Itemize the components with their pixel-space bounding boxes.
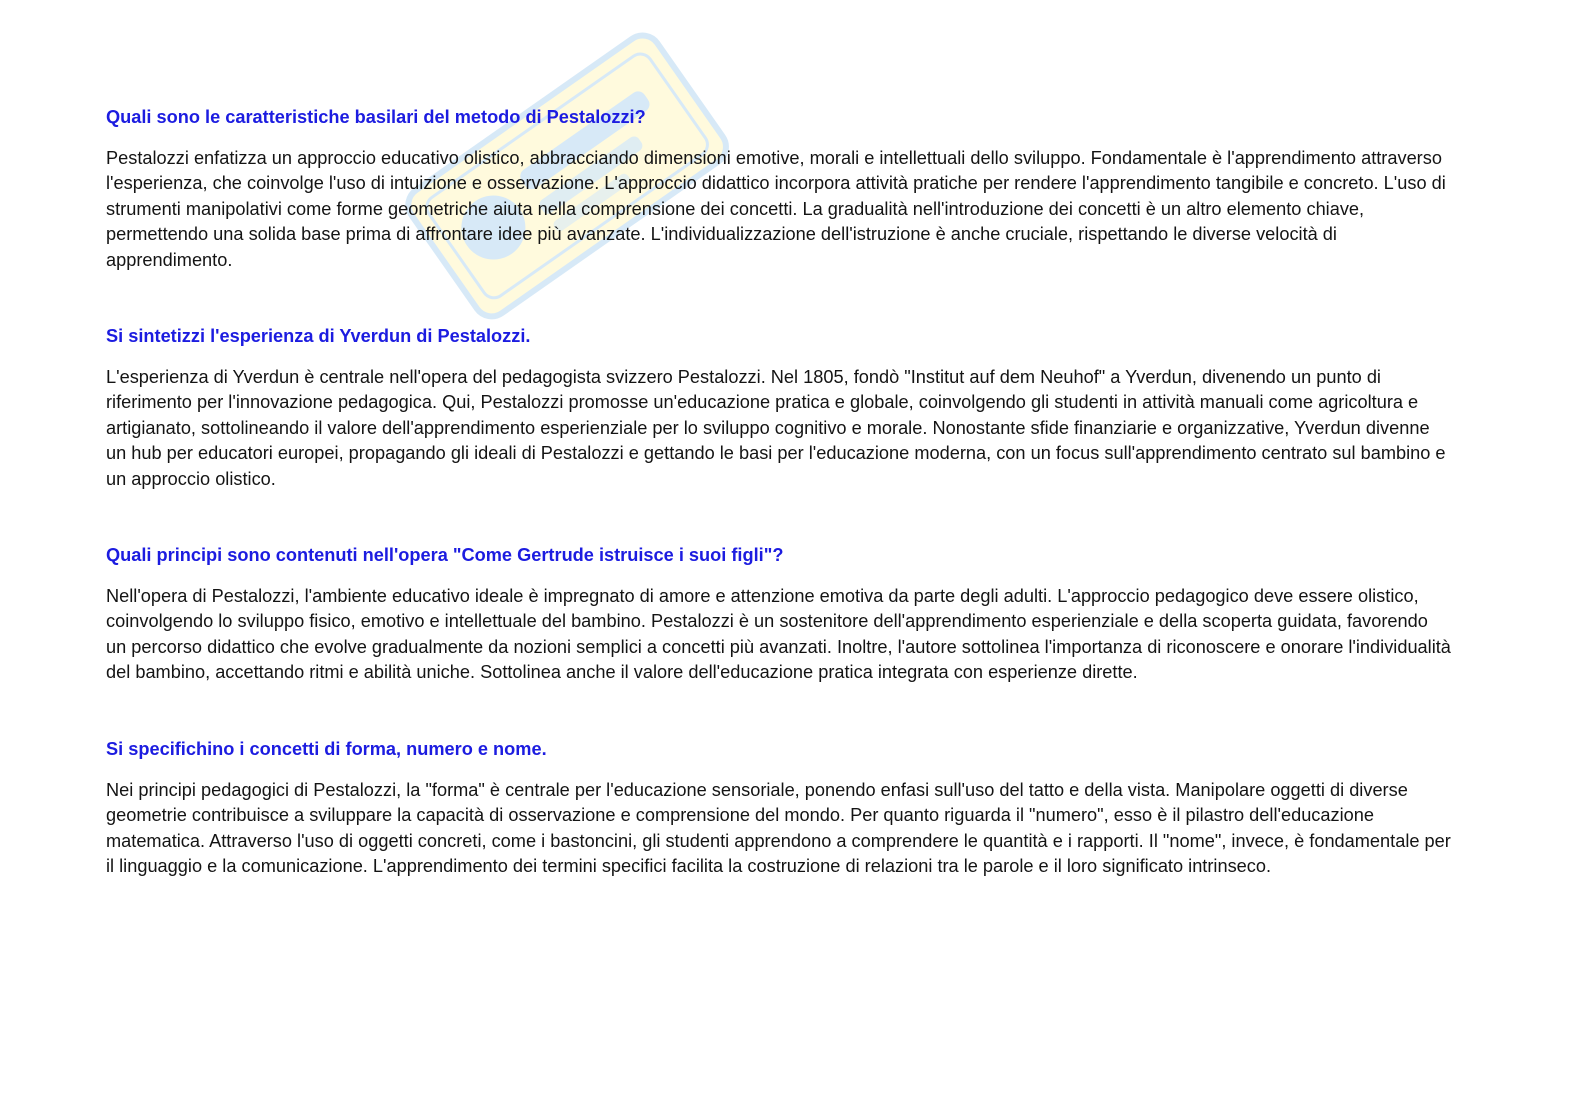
question-heading: Quali principi sono contenuti nell'opera "Come Gertrude istruisce i suoi figli"? <box>106 545 784 566</box>
document-page <box>106 106 1451 931</box>
question-heading: Quali sono le caratteristiche basilari del metodo di Pestalozzi? <box>106 107 646 127</box>
answer-paragraph: Nell'opera di Pestalozzi, l'ambiente educativo ideale è impregnato di amore e attenzione emotiva da parte degli adulti. L'approccio pedagogico deve essere olistico, coinvolgendo lo sviluppo fisico, emotivo e intellettuale del bambino. Pestalozzi è un sostenitore dell'apprendimento esperienziale e della scoperta guidata, favorendo un percorso didattico che evolve gradualmente da nozioni semplici a concetti più avanzati. Inoltre, l'autore sottolinea l'importanza di riconoscere e onorare l'individualità del bambino, accettando ritmi e abilità uniche. Sottolinea anche il valore dell'educazione pratica integrata con esperienze dirette. <box>106 586 1451 683</box>
answer-paragraph: Pestalozzi enfatizza un approccio educativo olistico, abbracciando dimensioni emotive, morali e intellettuali dello sviluppo. Fondamentale è l'apprendimento attraverso l'esperienza, che coinvolge l'uso di intuizione e osservazione. L'approccio didattico incorpora attività pratiche per rendere l'apprendimento tangibile e concreto. L'uso di strumenti manipolativi come forme geometriche aiuta nella comprensione dei concetti. La gradualità nell'introduzione dei concetti è un altro elemento chiave, permettendo una solida base prima di affrontare idee più avanzate. L'individualizzazione dell'istruzione è anche cruciale, rispettando le diverse velocità di apprendimento. <box>106 148 1446 270</box>
question-heading: Si sintetizzi l'esperienza di Yverdun di Pestalozzi. <box>106 326 531 347</box>
question-heading: Si specifichino i concetti di forma, numero e nome. <box>106 738 547 759</box>
answer-paragraph: L'esperienza di Yverdun è centrale nell'opera del pedagogista svizzero Pestalozzi. Nel 1805, fondò "Institut auf dem Neuhof" a Yverdun, divenendo un punto di riferimento per l'innovazione pedagogica. Qui, Pestalozzi promosse un'educazione pratica e globale, coinvolgendo gli studenti in attività manuali come agricoltura e artigianato, sottolineando il valore dell'apprendimento esperienziale per lo sviluppo cognitivo e morale. Nonostante sfide finanziarie e organizzative, Yverdun divenne un hub per educatori europei, propagando gli ideali di Pestalozzi e gettando le basi per l'educazione moderna, con un focus sull'apprendimento centrato sul bambino e un approccio olistico. <box>106 367 1446 489</box>
qa-section <box>106 106 1451 273</box>
qa-section <box>106 738 1451 880</box>
qa-section <box>106 325 1451 492</box>
answer-paragraph: Nei principi pedagogici di Pestalozzi, la "forma" è centrale per l'educazione sensoriale, ponendo enfasi sull'uso del tatto e della vista. Manipolare oggetti di diverse geometrie contribuisce a sviluppare la capacità di osservazione e comprensione del mondo. Per quanto riguarda il "numero", esso è il pilastro dell'educazione matematica. Attraverso l'uso di oggetti concreti, come i bastoncini, gli studenti apprendono a comprendere le quantità e i rapporti. Il "nome", invece, è fondamentale per il linguaggio e la comunicazione. L'apprendimento dei termini specifici facilita la costruzione di relazioni tra le parole e il loro significato intrinseco. <box>106 779 1451 876</box>
qa-section <box>106 544 1451 686</box>
